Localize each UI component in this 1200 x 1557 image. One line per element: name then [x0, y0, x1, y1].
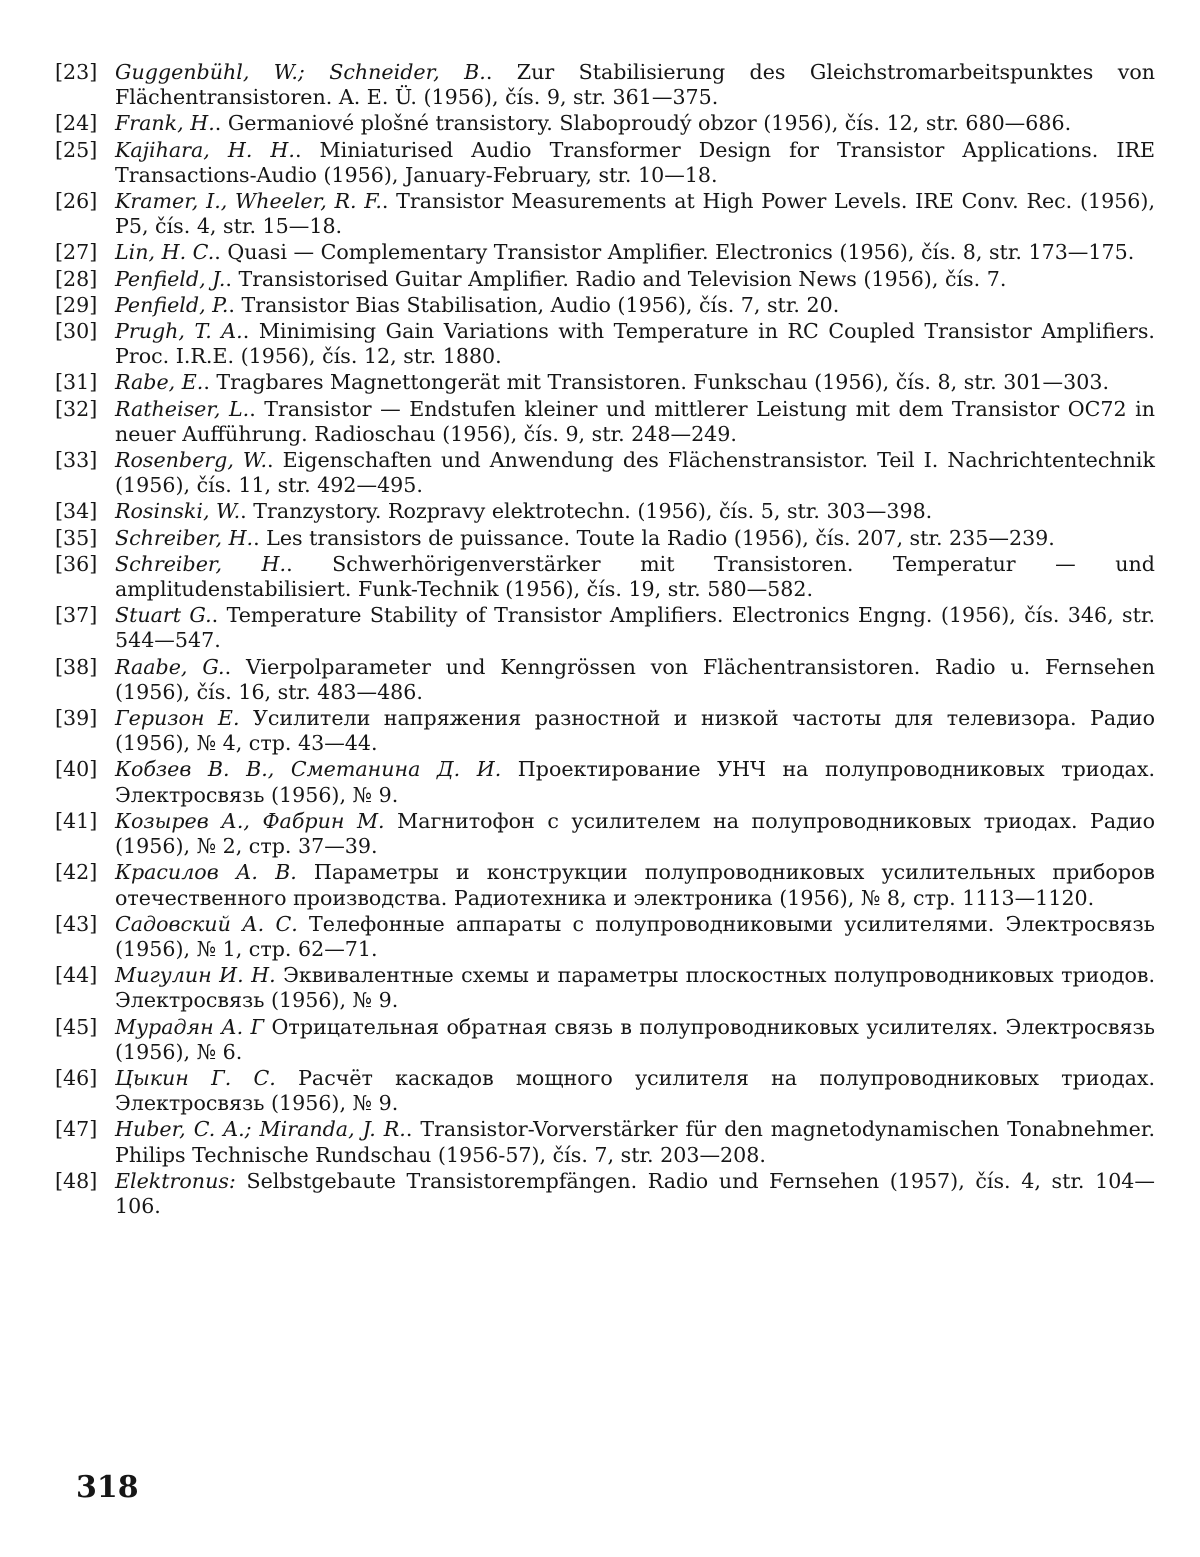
reference-number: [48] [55, 1168, 98, 1193]
reference-number: [33] [55, 448, 98, 473]
reference-authors: Elektronus: [115, 1168, 236, 1193]
reference-item [55, 60, 1155, 110]
reference-authors: Huber, C. A.; Miranda, J. R. [115, 1117, 406, 1142]
reference-number: [42] [55, 860, 98, 885]
reference-number: [31] [55, 370, 98, 395]
reference-authors: Красилов А. В. [115, 860, 297, 885]
reference-text: Эквивалентные схемы и параметры плоскостных полупроводниковых триодов. Электросвязь (1956), № 9. [115, 963, 1156, 1013]
reference-item [55, 1117, 1155, 1167]
reference-text: . Germaniové plošné transistory. Slaboproudý obzor (1956), čís. 12, str. 680—686. [214, 111, 1072, 136]
reference-text: . Temperature Stability of Transistor Amplifiers. Electronics Engng. (1956), čís. 346, str. 544—547. [115, 603, 1155, 653]
reference-item [55, 189, 1155, 239]
reference-text: . Minimising Gain Variations with Temperature in RC Coupled Transistor Amplifiers. Proc. I.R.E. (1956), čís. 12, str. 1880. [115, 319, 1155, 369]
reference-text: . Miniaturised Audio Transformer Design for Transistor Applications. IRE Transactions-Audio (1956), January-February, str. 10—18. [115, 137, 1155, 187]
reference-text: . Transistorised Guitar Amplifier. Radio and Television News (1956), čís. 7. [225, 266, 1007, 291]
reference-authors: Цыкин Г. С. [115, 1065, 276, 1090]
reference-number: [23] [55, 60, 98, 84]
reference-text: . Tranzystory. Rozpravy elektrotechn. (1956), čís. 5, str. 303—398. [240, 499, 933, 524]
reference-item [55, 240, 1155, 265]
reference-authors: Садовский А. С. [115, 911, 298, 936]
reference-authors: Ratheiser, L. [115, 396, 250, 421]
reference-item [55, 499, 1155, 524]
reference-number: [26] [55, 189, 98, 214]
reference-number: [25] [55, 137, 98, 162]
reference-number: [36] [55, 551, 98, 576]
reference-text: . Quasi — Complementary Transistor Amplifier. Electronics (1956), čís. 8, str. 173—175. [214, 240, 1135, 265]
reference-authors: Мигулин И. Н. [115, 963, 276, 988]
reference-item [55, 1169, 1155, 1219]
reference-item [55, 448, 1155, 498]
reference-item [55, 552, 1155, 602]
reference-number: [47] [55, 1117, 98, 1142]
reference-text: . Zur Stabilisierung des Gleichstromarbeitspunktes von Flächentransistoren. A. E. Ü. (1956), čís. 9, str. 361—375. [115, 60, 1155, 110]
reference-list [55, 60, 1155, 1220]
reference-authors: Stuart G. [115, 603, 212, 628]
reference-authors: Козырев А., Фабрин М. [115, 808, 385, 833]
reference-item [55, 912, 1155, 962]
reference-item [55, 809, 1155, 859]
reference-authors: Мурадян А. Г [115, 1014, 265, 1039]
reference-text: . Tragbares Magnettongerät mit Transistoren. Funkschau (1956), čís. 8, str. 301—303. [203, 370, 1109, 395]
reference-authors: Raabe, G. [115, 654, 225, 679]
reference-item [55, 603, 1155, 653]
reference-text: . Vierpolparameter und Kenngrössen von Flächentransistoren. Radio u. Fernsehen (1956), čís. 16, str. 483—486. [115, 654, 1156, 704]
reference-item [55, 706, 1155, 756]
page-number: 318 [76, 1470, 139, 1505]
reference-text: . Transistor Measurements at High Power Levels. IRE Conv. Rec. (1956), P5, čís. 4, str. 15—18. [115, 189, 1155, 239]
reference-text: . Transistor-Vorverstärker für den magnetodynamischen Tonabnehmer. Philips Technische Rundschau (1956-57), čís. 7, str. 203—208. [115, 1117, 1155, 1167]
reference-text: Магнитофон с усилителем на полупроводниковых триодах. Радио (1956), № 2, стр. 37—39. [115, 808, 1155, 859]
reference-number: [39] [55, 706, 98, 731]
reference-authors: Rabe, E. [115, 370, 204, 395]
reference-item [55, 293, 1155, 318]
reference-number: [44] [55, 963, 98, 988]
reference-authors: Guggenbühl, W.; Schneider, B. [115, 60, 486, 84]
reference-number: [28] [55, 266, 98, 291]
reference-number: [37] [55, 603, 98, 628]
reference-authors: Schreiber, H. [115, 525, 254, 550]
reference-text: Проектирование УНЧ на полупроводниковых триодах. Электросвязь (1956), № 9. [115, 757, 1155, 807]
reference-text: . Les transistors de puissance. Toute la Radio (1956), čís. 207, str. 235—239. [253, 525, 1055, 550]
reference-item [55, 526, 1155, 551]
reference-authors: Rosenberg, W. [115, 448, 268, 473]
reference-number: [43] [55, 911, 98, 936]
reference-authors: Kramer, I., Wheeler, R. F. [115, 189, 382, 214]
reference-item [55, 860, 1155, 910]
reference-authors: Penfield, J. [115, 266, 226, 291]
reference-item [55, 111, 1155, 136]
reference-number: [34] [55, 499, 98, 524]
reference-item [55, 963, 1155, 1013]
reference-item [55, 397, 1155, 447]
reference-authors: Kajihara, H. H. [115, 137, 295, 162]
reference-number: [29] [55, 292, 98, 317]
reference-authors: Frank, H. [115, 111, 215, 136]
reference-text: . Schwerhörigenverstärker mit Transistoren. Temperatur — und amplitudenstabilisiert. Funk-Technik (1956), čís. 19, str. 580—582. [115, 551, 1155, 602]
reference-item [55, 1015, 1155, 1065]
reference-authors: Геризон Е. [115, 706, 240, 731]
reference-item [55, 655, 1155, 705]
reference-item [55, 370, 1155, 395]
reference-text: Расчёт каскадов мощного усилителя на полупроводниковых триодах. Электросвязь (1956), № 9. [115, 1065, 1156, 1116]
reference-text: Параметры и конструкции полупроводниковых усилительных приборов отечественного производства. Радиотехника и электроника (1956), № 8, стр. 1113—1120. [115, 860, 1156, 910]
reference-number: [45] [55, 1014, 98, 1039]
reference-text: Телефонные аппараты с полупроводниковыми усилителями. Электросвязь (1956), № 1, стр. 62—71. [115, 911, 1155, 961]
reference-number: [40] [55, 757, 98, 782]
reference-item [55, 1066, 1155, 1116]
reference-number: [30] [55, 319, 98, 344]
reference-text: Отрицательная обратная связь в полупроводниковых усилителях. Электросвязь (1956), № 6. [115, 1014, 1155, 1064]
reference-authors: Prugh, T. A. [115, 319, 243, 344]
reference-authors: Кобзев В. В., Сметанина Д. И. [115, 757, 502, 782]
reference-item [55, 267, 1155, 292]
reference-number: [41] [55, 808, 98, 833]
reference-number: [35] [55, 525, 98, 550]
reference-authors: Lin, H. C. [115, 240, 215, 265]
reference-text: . Eigenschaften und Anwendung des Flächenstransistor. Teil I. Nachrichtentechnik (1956), čís. 11, str. 492—495. [115, 448, 1155, 498]
reference-item [55, 319, 1155, 369]
reference-text: . Transistor — Endstufen kleiner und mittlerer Leistung mit dem Transistor OC72 in neuer Aufführung. Radioschau (1956), čís. 9, str. 248—249. [115, 396, 1155, 446]
reference-number: [24] [55, 111, 98, 136]
reference-number: [27] [55, 240, 98, 265]
reference-number: [32] [55, 396, 98, 421]
reference-text: . Transistor Bias Stabilisation, Audio (1956), čís. 7, str. 20. [228, 292, 840, 317]
reference-number: [46] [55, 1065, 98, 1090]
reference-authors: Schreiber, H. [115, 551, 287, 576]
reference-authors: Penfield, P. [115, 292, 229, 317]
reference-item [55, 757, 1155, 807]
reference-text: Усилители напряжения разностной и низкой частоты для телевизора. Радио (1956), № 4, стр. 43—44. [115, 706, 1156, 756]
reference-number: [38] [55, 654, 98, 679]
reference-item [55, 138, 1155, 188]
reference-authors: Rosinski, W. [115, 499, 241, 524]
reference-text: Selbstgebaute Transistorempfängen. Radio und Fernsehen (1957), čís. 4, str. 104—106. [115, 1168, 1155, 1218]
